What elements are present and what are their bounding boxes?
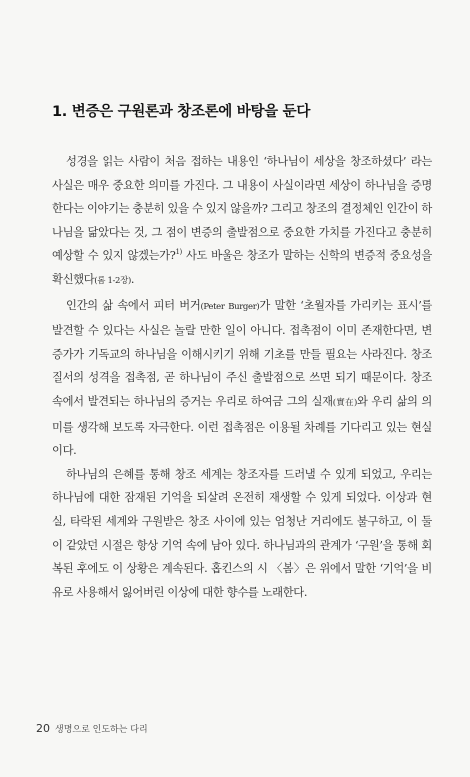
paragraph-1-text-cont: 사도 바울은 창조가 말하는 신학의 변증적 중요성을 확신했다 xyxy=(52,249,432,286)
page-number: 20 xyxy=(36,722,50,735)
paragraph-1-end: . xyxy=(130,272,135,286)
paragraph-3: 하나님의 은혜를 통해 창조 세계는 창조자를 드러낼 수 있게 되었고, 우리는 하나님에 대한 잠재된 기억을 되살려 온전히 재생할 수 있게 되었다. 이상과 현실, 타락된 세계와 구원받은 창조 사이에 있는 엄청난 거리에도 불구하고, 이 둘이 같았던 시절은 항상 기억 속에 남아 있다. 하나님과의 관계가 ‘구원’을 통해 회복된 후에도 이 상황은 계속된다. 홉킨스의 시 〈봄〉은 위에서 말한 ‘기억’을 비유로 사용해서 잃어버린 이상에 대한 향수를 노래한다. xyxy=(52,467,432,599)
paragraph-1-text: 성경을 읽는 사람이 처음 접하는 내용인 ‘하나님이 세상을 창조하셨다’ 라는 사실은 매우 중요한 의미를 가진다. 그 내용이 사실이라면 세상이 하나님을 증명한다는 이야기는 충분히 있을 수 있지 않을까? 그리고 창조의 결정체인 인간이 하나님을 닮았다는 것, 그 점이 변증의 출발점으로 중요한 가치를 가진다고 충분히 예상할 수 있지 않겠는가? xyxy=(52,155,432,263)
hanja-annotation: (實在) xyxy=(332,397,357,408)
paragraph-2-text-end: 와 우리 삶의 의미를 생각해 보도록 자극한다. 이런 접촉점은 이용될 차례를 기다리고 있는 현실이다. xyxy=(52,394,432,458)
scripture-reference: (롬 1-2장) xyxy=(94,275,131,286)
footnote-marker: 1) xyxy=(175,248,182,257)
paragraph-2-text-cont: 가 말한 ‘초월자를 가리키는 표시’를 발견할 수 있다는 사실은 놀랄 만한 일이 아니다. 접촉점이 이미 존재한다면, 변증가가 기독교의 하나님을 이해시키기 위해 기초를 만들 필요는 사라진다. 창조 질서의 성격을 접촉점, 곧 하나님이 주신 출발점으로 쓰면 되기 때문이다. 창조 속에서 발견되는 하나님의 증거는 우리로 하여금 그의 실재 xyxy=(52,298,432,408)
english-name: (Peter Burger) xyxy=(200,301,260,312)
section-title: 1. 변증은 구원론과 창조론에 바탕을 둔다 xyxy=(52,104,311,120)
paragraph-2-text: 인간의 삶 속에서 피터 버거 xyxy=(66,298,201,312)
paragraph-1 xyxy=(52,150,432,294)
running-title: 생명으로 인도하는 다리 xyxy=(55,725,148,735)
paragraph-2 xyxy=(52,294,432,463)
body-text xyxy=(52,150,432,604)
page-footer xyxy=(36,722,148,735)
